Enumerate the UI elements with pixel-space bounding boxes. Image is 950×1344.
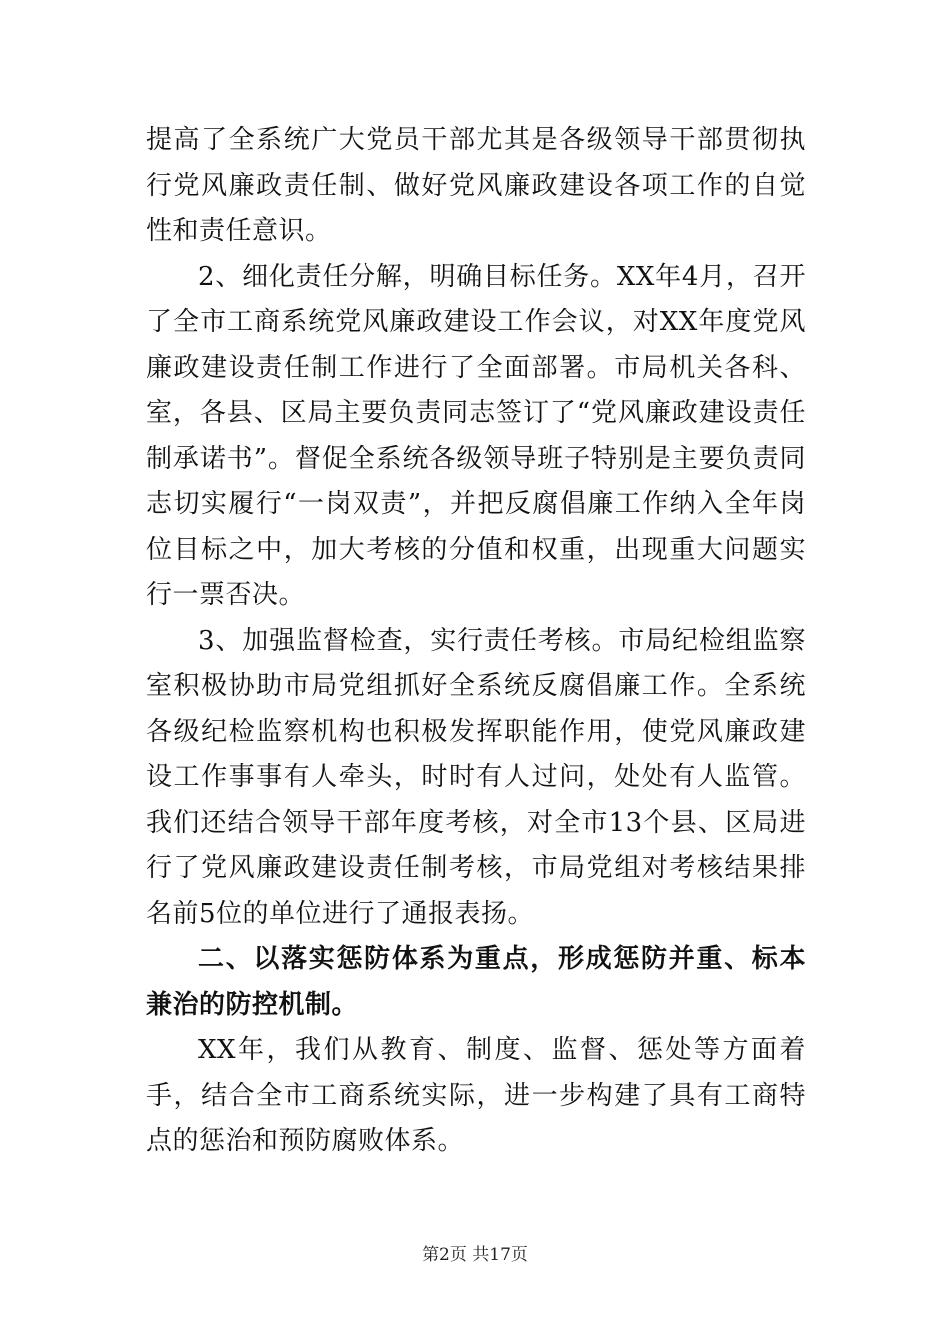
document-body <box>146 118 806 1165</box>
paragraph-item-3: 3、加强监督检查，实行责任考核。市局纪检组监察室积极协助市局党组抓好全系统反腐倡廉工作。全系统各级纪检监察机构也积极发挥职能作用，使党风廉政建设工作事事有人牵头，时时有人过问，处处有人监管。我们还结合领导干部年度考核，对全市13个县、区局进行了党风廉政建设责任制考核，市局党组对考核结果排名前5位的单位进行了通报表扬。 <box>146 625 806 929</box>
paragraph-item-2: 2、细化责任分解，明确目标任务。XX年4月，召开了全市工商系统党风廉政建设工作会议，对XX年度党风廉政建设责任制工作进行了全面部署。市局机关各科、室，各县、区局主要负责同志签订了“党风廉政建设责任制承诺书”。督促全系统各级领导班子特别是主要负责同志切实履行“一岗双责”，并把反腐倡廉工作纳入全年岗位目标之中，加大考核的分值和权重，出现重大问题实行一票否决。 <box>146 261 806 610</box>
section-heading: 二、以落实惩防体系为重点，形成惩防并重、标本兼治的防控机制。 <box>146 944 806 1020</box>
paragraph-continuation: 提高了全系统广大党员干部尤其是各级领导干部贯彻执行党风廉政责任制、做好党风廉政建设各项工作的自觉性和责任意识。 <box>146 125 806 246</box>
paragraph-section-intro: XX年，我们从教育、制度、监督、惩处等方面着手，结合全市工商系统实际，进一步构建了具有工商特点的惩治和预防腐败体系。 <box>146 1035 806 1156</box>
page-number-footer: 第2页 共17页 <box>422 1245 528 1265</box>
